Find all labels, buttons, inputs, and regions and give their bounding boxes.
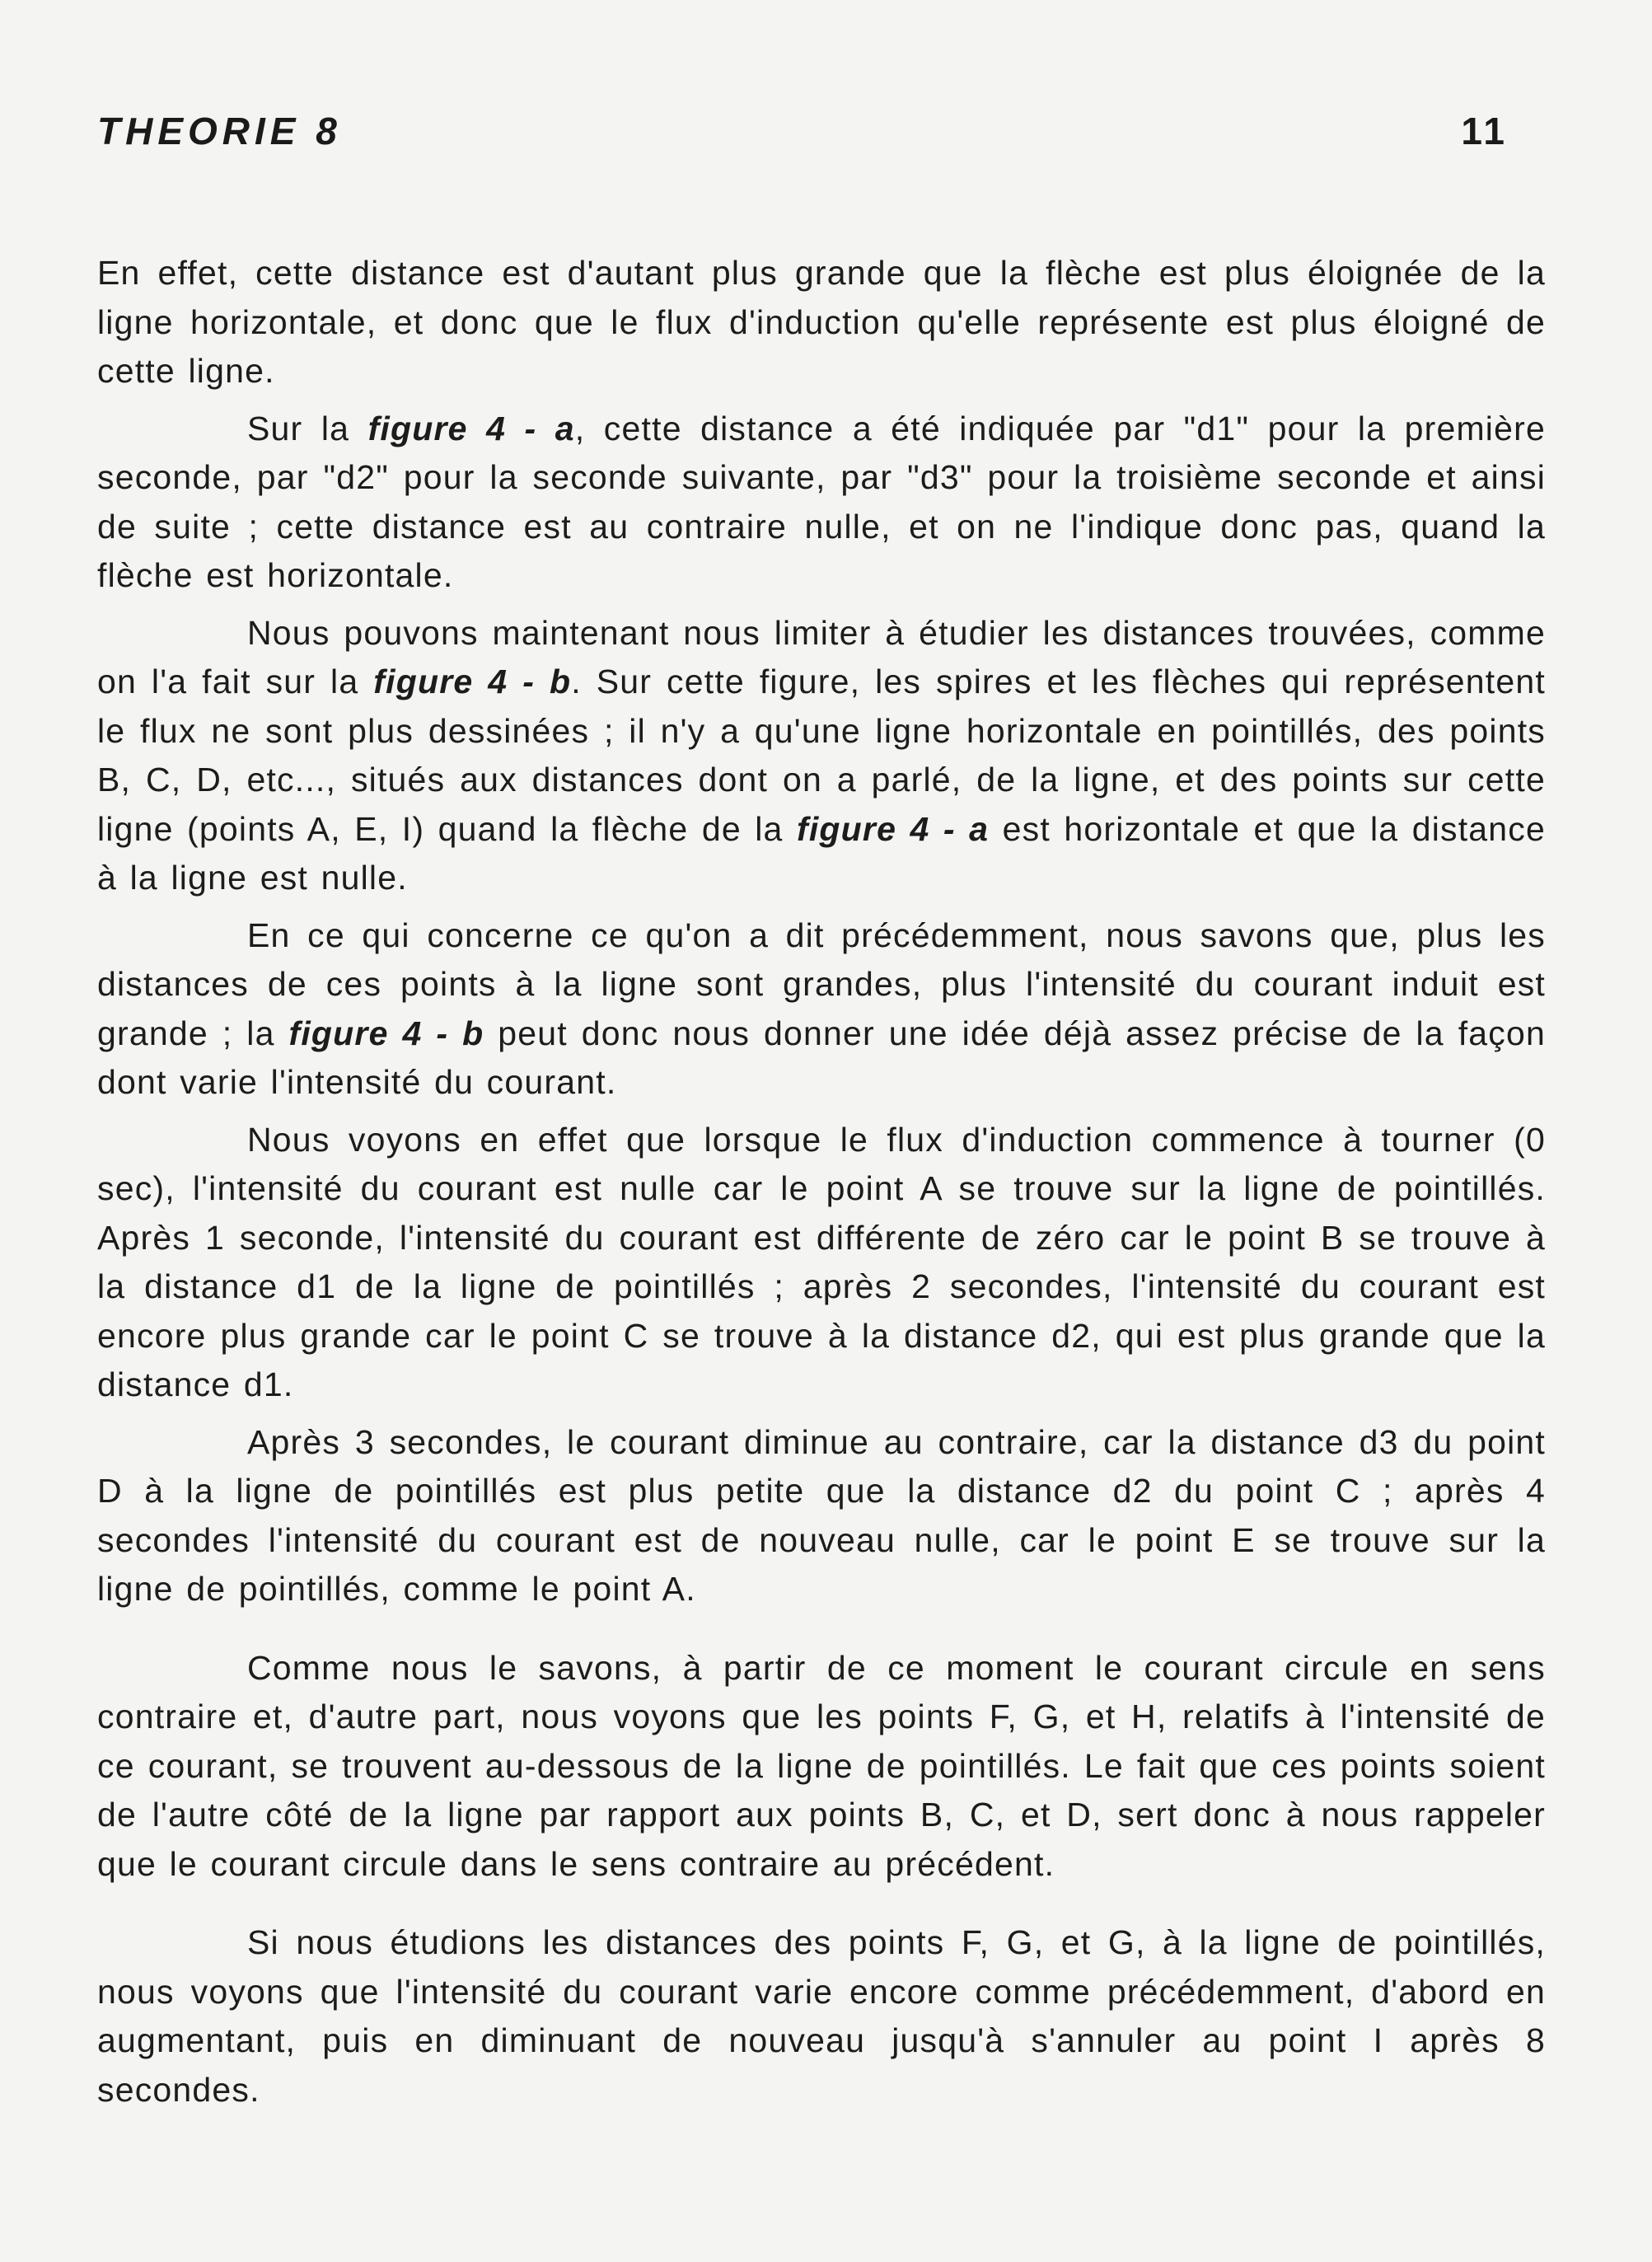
paragraph-2 (97, 405, 1546, 601)
text-run: Si nous étudions les distances des points F, G, et G, à la ligne de pointillés, nous voyons que l'intensité du courant varie encore comme précédemment, d'abord en augmentant, puis en diminuant de nouveau jusqu'à s'annuler au point I après 8 secondes. (97, 1923, 1546, 2109)
body-text (97, 249, 1546, 2123)
figure-reference: figure 4 - a (367, 409, 575, 447)
paragraph-4 (97, 911, 1546, 1108)
paragraph-7 (97, 1644, 1546, 1890)
page-number: 11 (1461, 110, 1508, 152)
running-title: THEORIE 8 (97, 110, 342, 152)
text-run: Comme nous le savons, à partir de ce moment le courant circule en sens contraire et, d'autre part, nous voyons que les points F, G, et H, relatifs à l'intensité de ce courant, se trouvent au-dessous de la ligne de pointillés. Le fait que ces points soient de l'autre côté de la ligne par rapport aux points B, C, et D, sert donc à nous rappeler que le courant circule dans le sens contraire au précédent. (97, 1648, 1546, 1883)
figure-reference: figure 4 - a (796, 809, 990, 848)
text-run: Après 3 secondes, le courant diminue au contraire, car la distance d3 du point D à la ligne de pointillés est plus petite que la distance d2 du point C ; après 4 secondes l'intensité du courant est de nouveau nulle, car le point E se trouve sur la ligne de pointillés, comme le point A. (97, 1422, 1546, 1608)
paragraph-5 (97, 1116, 1546, 1410)
page-header (97, 109, 1508, 158)
text-run: Sur la (247, 409, 368, 447)
text-run: Nous pouvons maintenant nous limiter à étudier les distances trouvées, comme on l'a fait sur la (97, 613, 1546, 700)
figure-reference: figure 4 - b (373, 663, 572, 700)
paragraph-8 (97, 1918, 1546, 2114)
figure-reference: figure 4 - b (288, 1014, 484, 1052)
text-run: est horizontale et que la distance à la ligne est nulle. (97, 809, 1547, 897)
text-run: En effet, cette distance est d'autant plus grande que la flèche est plus éloignée de la ligne horizontale, et donc que le flux d'induction qu'elle représente est plus éloigné de cette ligne. (97, 254, 1546, 390)
text-run: Nous voyons en effet que lorsque le flux d'induction commence à tourner (0 sec), l'intensité du courant est nulle car le point A se trouve sur la ligne de pointillés. Après 1 seconde, l'intensité du courant est différente de zéro car le point B se trouve à la distance d1 de la ligne de pointillés ; après 2 secondes, l'intensité du courant est encore plus grande car le point C se trouve à la distance d2, qui est plus grande que la distance d1. (97, 1120, 1546, 1403)
text-run: peut donc nous donner une idée déjà assez précise de la façon dont varie l'intensité du courant. (97, 1014, 1547, 1101)
paragraph-3 (97, 609, 1546, 903)
text-run: En ce qui concerne ce qu'on a dit précédemment, nous savons que, plus les distances de ces points à la ligne sont grandes, plus l'intensité du courant induit est grande ; la (97, 916, 1546, 1052)
text-run: , cette distance a été indiquée par "d1" pour la première seconde, par "d2" pour la seconde suivante, par "d3" pour la troisième seconde et ainsi de suite ; cette distance est au contraire nulle, et on ne l'indique donc pas, quand la flèche est horizontale. (97, 409, 1546, 594)
paragraph-1 (97, 249, 1546, 396)
paragraph-6 (97, 1418, 1546, 1614)
text-run: . Sur cette figure, les spires et les flèches qui représentent le flux ne sont plus dessinées ; il n'y a qu'une ligne horizontale en pointillés, des points B, C, D, etc..., situés aux distances dont on a parlé, de la ligne, et des points sur cette ligne (points A, E, I) quand la flèche de la (97, 663, 1546, 848)
